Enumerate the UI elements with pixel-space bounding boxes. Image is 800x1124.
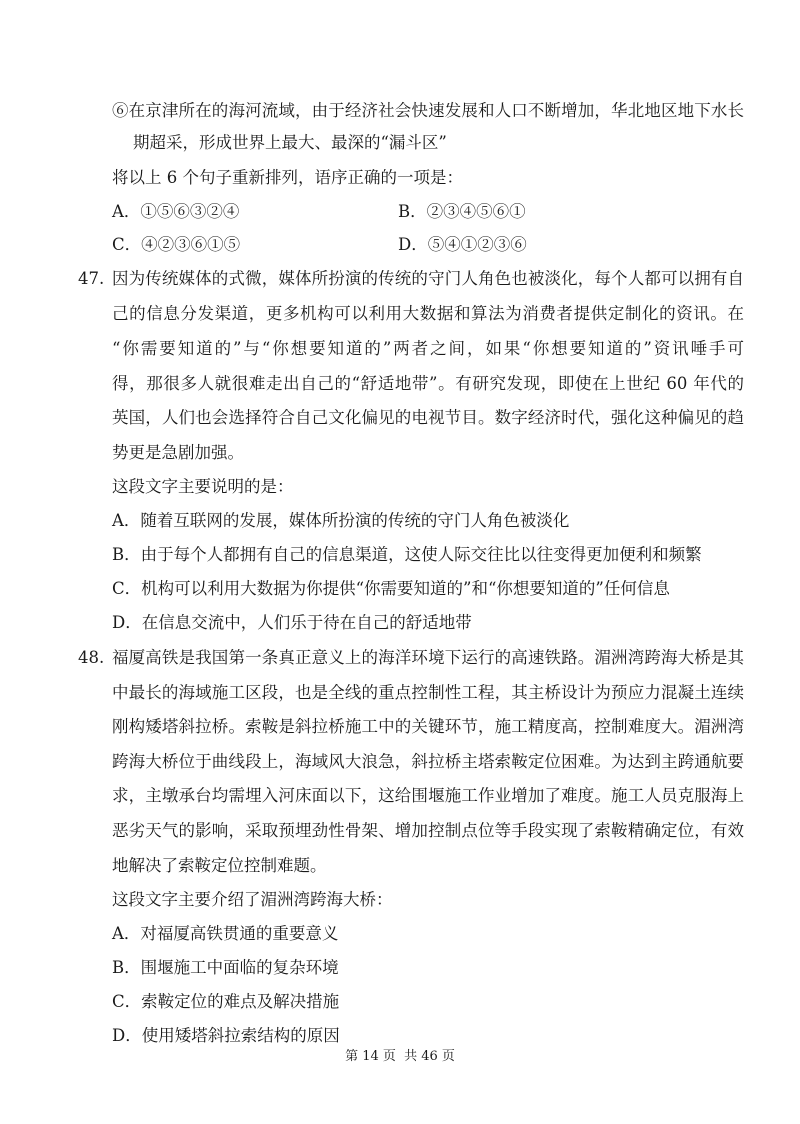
- q48-line5: 求，主墩承台均需埋入河床面以下，这给围堰施工作业增加了难度。施工人员克服海上: [112, 786, 744, 805]
- page-number: 第 14 页: [345, 1049, 396, 1064]
- page-footer: [0, 1045, 800, 1064]
- q48-prompt: 这段文字主要介绍了湄洲湾跨海大桥：: [112, 890, 393, 909]
- q48-line4: 跨海大桥位于曲线段上，海域风大浪急，斜拉桥主塔索鞍定位困难。为达到主跨通航要: [112, 752, 744, 771]
- question-number-47: 47.: [78, 269, 105, 288]
- q47-option-b: B．由于每个人都拥有自己的信息渠道，这使人际交往比以往变得更加便利和频繁: [112, 545, 702, 564]
- q48-option-c: C．索鞍定位的难点及解决措施: [112, 992, 340, 1011]
- item6-line2: 期超采，形成世界上最大、最深的“漏斗区”: [133, 133, 447, 152]
- question-prompt: 将以上 6 个句子重新排列，语序正确的一项是：: [112, 168, 463, 187]
- q47-line6: 势更是急剧加强。: [112, 443, 244, 462]
- q47-option-d: D．在信息交流中，人们乐于待在自己的舒适地带: [112, 613, 472, 632]
- q47-line1: 因为传统媒体的式微，媒体所扮演的传统的守门人角色也被淡化，每个人都可以拥有自: [112, 269, 744, 288]
- option-d: D．⑤④①②③⑥: [398, 235, 527, 254]
- q48-option-d: D．使用矮塔斜拉索结构的原因: [112, 1026, 340, 1045]
- question-number-48: 48.: [78, 648, 105, 667]
- q47-line5: 英国，人们也会选择符合自己文化偏见的电视节目。数字经济时代，强化这种偏见的趋: [112, 408, 744, 427]
- item6-line1: ⑥在京津所在的海河流域，由于经济社会快速发展和人口不断增加，华北地区地下水长: [112, 101, 744, 120]
- q48-line6: 恶劣天气的影响，采取预埋劲性骨架、增加控制点位等手段实现了索鞍精确定位，有效: [112, 821, 744, 840]
- q47-line2: 己的信息分发渠道，更多机构可以利用大数据和算法为消费者提供定制化的资讯。在: [112, 304, 744, 323]
- q48-line3: 刚构矮塔斜拉桥。索鞍是斜拉桥施工中的关键环节，施工精度高，控制难度大。湄洲湾: [112, 717, 744, 736]
- q48-option-a: A．对福厦高铁贯通的重要意义: [112, 924, 339, 943]
- total-pages: 共 46 页: [404, 1049, 455, 1064]
- q47-line3: “你需要知道的”与“你想要知道的”两者之间，如果“你想要知道的”资讯唾手可: [112, 339, 744, 358]
- option-a: A．①⑤⑥③②④: [112, 202, 240, 221]
- q47-prompt: 这段文字主要说明的是：: [112, 477, 294, 496]
- option-b: B．②③④⑤⑥①: [398, 202, 526, 221]
- q47-option-c: C．机构可以利用大数据为你提供“你需要知道的”和“你想要知道的”任何信息: [112, 579, 670, 598]
- q48-option-b: B．围堰施工中面临的复杂环境: [112, 958, 339, 977]
- q47-option-a: A．随着互联网的发展，媒体所扮演的传统的守门人角色被淡化: [112, 511, 570, 530]
- q48-line1: 福厦高铁是我国第一条真正意义上的海洋环境下运行的高速铁路。湄洲湾跨海大桥是其: [112, 648, 744, 667]
- q48-line2: 中最长的海域施工区段，也是全线的重点控制性工程，其主桥设计为预应力混凝土连续: [112, 683, 744, 702]
- q48-line7: 地解决了索鞍定位控制难题。: [112, 856, 327, 875]
- q47-line4: 得，那很多人就很难走出自己的“舒适地带”。有研究发现，即使在上世纪 60 年代的: [112, 374, 744, 393]
- option-c: C．④②③⑥①⑤: [112, 235, 241, 254]
